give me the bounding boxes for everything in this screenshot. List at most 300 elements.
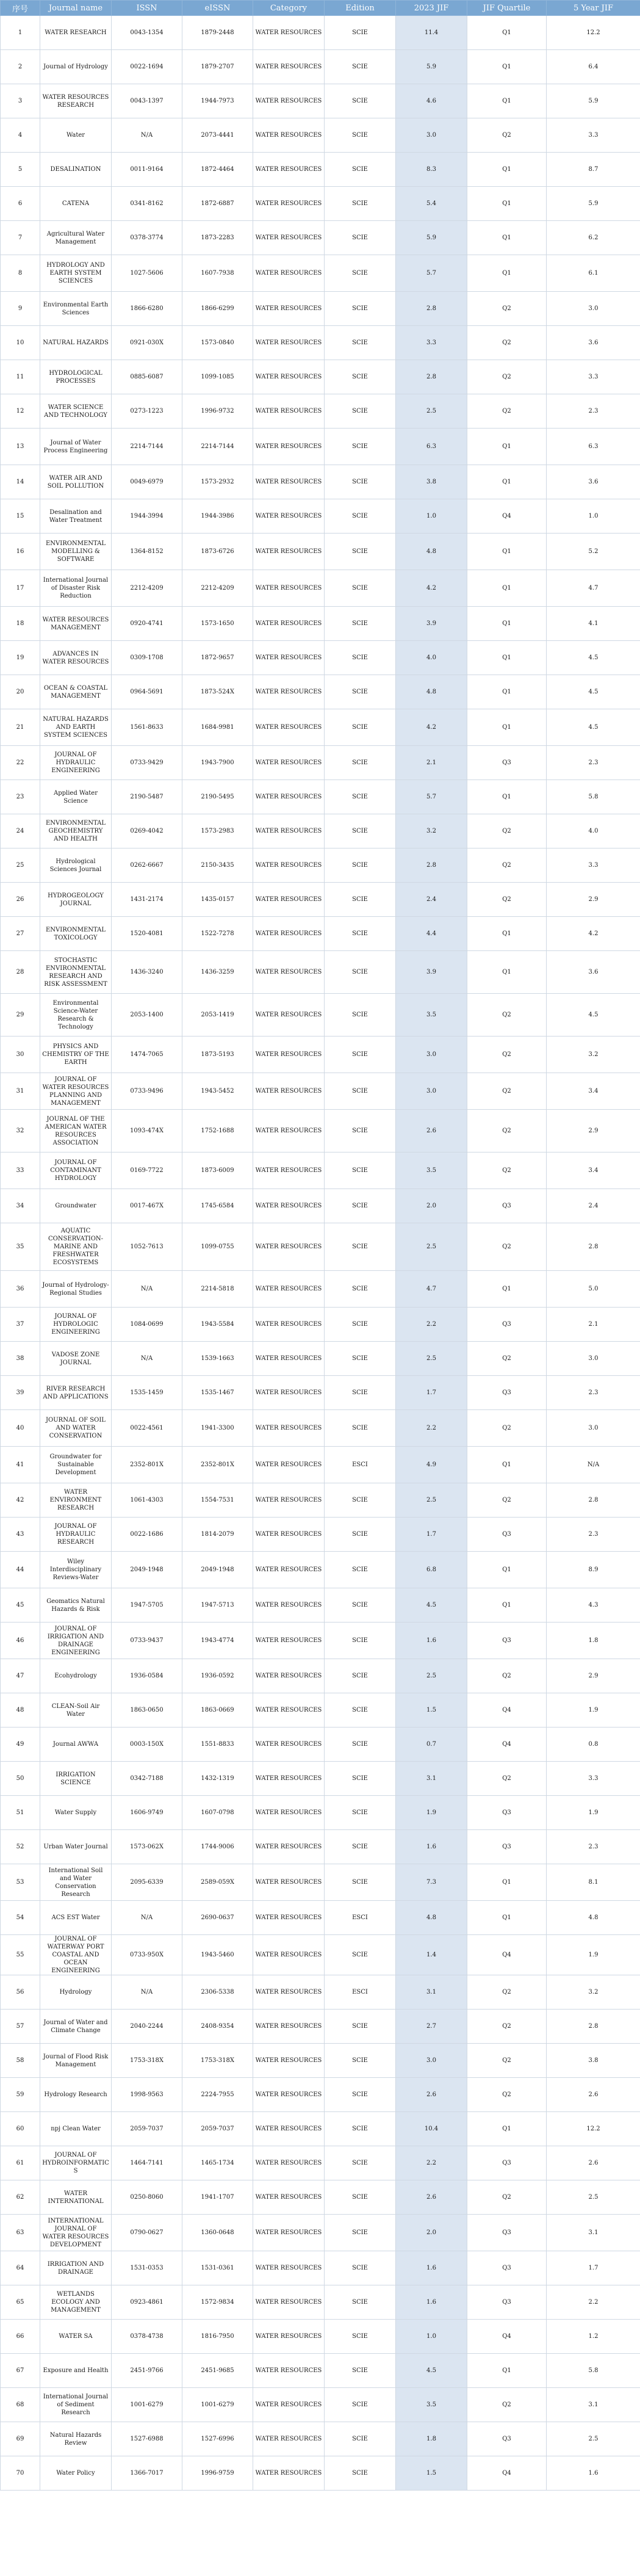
cell-journal-name: ACS EST Water [40, 1901, 112, 1935]
cell-category: WATER RESOURCES [253, 465, 325, 499]
table-row [1, 675, 640, 709]
cell-journal-name: PHYSICS AND CHEMISTRY OF THE EARTH [40, 1037, 112, 1073]
cell-issn: 0011-9164 [112, 153, 182, 187]
cell-jif: 1.6 [396, 2251, 467, 2285]
cell-journal-name: JOURNAL OF IRRIGATION AND DRAINAGE ENGINEERING [40, 1623, 112, 1659]
table-row [1, 2388, 640, 2422]
cell-seq: 65 [1, 2285, 40, 2320]
cell-eissn: 1943-5584 [182, 1308, 253, 1342]
cell-edition: SCIE [325, 1796, 396, 1830]
cell-jif: 2.5 [396, 1223, 467, 1271]
table-row [1, 2146, 640, 2180]
cell-quartile: Q4 [467, 1728, 547, 1762]
cell-edition: SCIE [325, 2180, 396, 2215]
cell-issn: 0269-4042 [112, 814, 182, 848]
cell-5year-jif: 3.4 [547, 1073, 640, 1110]
cell-edition: SCIE [325, 746, 396, 780]
cell-issn: 0169-7722 [112, 1152, 182, 1189]
cell-issn: 1527-6988 [112, 2422, 182, 2456]
cell-seq: 51 [1, 1796, 40, 1830]
cell-seq: 9 [1, 292, 40, 326]
cell-eissn: 2408-9354 [182, 2010, 253, 2044]
cell-eissn: 1684-9981 [182, 709, 253, 746]
cell-edition: SCIE [325, 1830, 396, 1864]
cell-seq: 45 [1, 1588, 40, 1623]
cell-5year-jif: 5.9 [547, 84, 640, 118]
cell-journal-name: HYDROLOGY AND EARTH SYSTEM SCIENCES [40, 255, 112, 292]
cell-seq: 58 [1, 2044, 40, 2078]
cell-jif: 2.8 [396, 848, 467, 883]
cell-issn: 0022-4561 [112, 1410, 182, 1447]
cell-seq: 35 [1, 1223, 40, 1271]
table-row [1, 2251, 640, 2285]
table-row [1, 1728, 640, 1762]
cell-category: WATER RESOURCES [253, 292, 325, 326]
cell-quartile: Q1 [467, 607, 547, 641]
cell-quartile: Q2 [467, 2180, 547, 2215]
cell-journal-name: Journal of Water and Climate Change [40, 2010, 112, 2044]
cell-5year-jif: 8.7 [547, 153, 640, 187]
cell-category: WATER RESOURCES [253, 1552, 325, 1588]
cell-quartile: Q1 [467, 1447, 547, 1483]
header-5year-jif: 5 Year JIF [547, 1, 640, 16]
cell-quartile: Q1 [467, 465, 547, 499]
cell-seq: 28 [1, 951, 40, 994]
cell-category: WATER RESOURCES [253, 1308, 325, 1342]
cell-issn: 2053-1400 [112, 994, 182, 1037]
cell-seq: 21 [1, 709, 40, 746]
cell-issn: 1084-0699 [112, 1308, 182, 1342]
header-jif: 2023 JIF [396, 1, 467, 16]
cell-seq: 22 [1, 746, 40, 780]
table-row [1, 255, 640, 292]
cell-quartile: Q1 [467, 570, 547, 607]
table-row [1, 1152, 640, 1189]
cell-issn: 1573-062X [112, 1830, 182, 1864]
cell-seq: 16 [1, 534, 40, 570]
cell-journal-name: JOURNAL OF HYDRAULIC RESEARCH [40, 1518, 112, 1552]
cell-5year-jif: 3.1 [547, 2215, 640, 2251]
cell-jif: 2.2 [396, 1410, 467, 1447]
cell-seq: 15 [1, 499, 40, 534]
cell-seq: 23 [1, 780, 40, 814]
cell-quartile: Q1 [467, 2112, 547, 2146]
cell-journal-name: Geomatics Natural Hazards & Risk [40, 1588, 112, 1623]
cell-issn: 1998-9563 [112, 2078, 182, 2112]
cell-eissn: 1539-1663 [182, 1342, 253, 1376]
cell-5year-jif: 5.9 [547, 187, 640, 221]
cell-issn: 1936-0584 [112, 1659, 182, 1693]
header-eissn: eISSN [182, 1, 253, 16]
cell-jif: 3.2 [396, 814, 467, 848]
cell-edition: SCIE [325, 1864, 396, 1901]
table-row [1, 1189, 640, 1223]
cell-quartile: Q3 [467, 1518, 547, 1552]
cell-jif: 4.5 [396, 1588, 467, 1623]
cell-edition: SCIE [325, 2285, 396, 2320]
table-row [1, 994, 640, 1037]
cell-issn: 0923-4861 [112, 2285, 182, 2320]
cell-category: WATER RESOURCES [253, 394, 325, 429]
cell-category: WATER RESOURCES [253, 255, 325, 292]
cell-quartile: Q3 [467, 2146, 547, 2180]
cell-quartile: Q1 [467, 675, 547, 709]
cell-category: WATER RESOURCES [253, 1376, 325, 1410]
cell-jif: 5.9 [396, 50, 467, 84]
cell-journal-name: STOCHASTIC ENVIRONMENTAL RESEARCH AND RISK ASSESSMENT [40, 951, 112, 994]
cell-journal-name: npj Clean Water [40, 2112, 112, 2146]
cell-quartile: Q2 [467, 2078, 547, 2112]
cell-edition: ESCI [325, 1447, 396, 1483]
cell-issn: 0043-1354 [112, 16, 182, 50]
cell-edition: SCIE [325, 1410, 396, 1447]
cell-edition: SCIE [325, 1376, 396, 1410]
cell-5year-jif: 2.3 [547, 1518, 640, 1552]
cell-quartile: Q1 [467, 2354, 547, 2388]
cell-journal-name: Environmental Earth Sciences [40, 292, 112, 326]
cell-5year-jif: 4.2 [547, 917, 640, 951]
cell-edition: SCIE [325, 187, 396, 221]
cell-seq: 1 [1, 16, 40, 50]
cell-eissn: 1607-7938 [182, 255, 253, 292]
cell-journal-name: Groundwater [40, 1189, 112, 1223]
cell-eissn: 1944-7973 [182, 84, 253, 118]
cell-journal-name: WATER SA [40, 2320, 112, 2354]
cell-jif: 4.2 [396, 570, 467, 607]
table-row [1, 848, 640, 883]
table-row [1, 326, 640, 360]
cell-issn: 1464-7141 [112, 2146, 182, 2180]
cell-seq: 4 [1, 118, 40, 153]
cell-category: WATER RESOURCES [253, 499, 325, 534]
cell-eissn: 1873-6726 [182, 534, 253, 570]
cell-issn: 2214-7144 [112, 429, 182, 465]
cell-category: WATER RESOURCES [253, 1588, 325, 1623]
cell-journal-name: OCEAN & COASTAL MANAGEMENT [40, 675, 112, 709]
cell-quartile: Q3 [467, 746, 547, 780]
cell-5year-jif: 1.7 [547, 2251, 640, 2285]
table-row [1, 709, 640, 746]
cell-eissn: 1873-524X [182, 675, 253, 709]
cell-journal-name: Agricultural Water Management [40, 221, 112, 255]
cell-jif: 4.5 [396, 2354, 467, 2388]
cell-seq: 47 [1, 1659, 40, 1693]
table-row [1, 2354, 640, 2388]
cell-category: WATER RESOURCES [253, 2078, 325, 2112]
cell-eissn: 1943-5452 [182, 1073, 253, 1110]
cell-jif: 2.6 [396, 2078, 467, 2112]
cell-seq: 68 [1, 2388, 40, 2422]
cell-seq: 57 [1, 2010, 40, 2044]
cell-issn: 1531-0353 [112, 2251, 182, 2285]
cell-jif: 2.5 [396, 394, 467, 429]
cell-5year-jif: 1.9 [547, 1693, 640, 1728]
cell-eissn: 1863-0669 [182, 1693, 253, 1728]
cell-quartile: Q1 [467, 917, 547, 951]
cell-5year-jif: 5.0 [547, 1271, 640, 1308]
cell-5year-jif: 4.3 [547, 1588, 640, 1623]
cell-eissn: 1573-2932 [182, 465, 253, 499]
cell-eissn: 1435-0157 [182, 883, 253, 917]
cell-5year-jif: 8.1 [547, 1864, 640, 1901]
cell-category: WATER RESOURCES [253, 951, 325, 994]
cell-category: WATER RESOURCES [253, 2180, 325, 2215]
cell-issn: N/A [112, 1901, 182, 1935]
cell-journal-name: WATER SCIENCE AND TECHNOLOGY [40, 394, 112, 429]
cell-edition: SCIE [325, 1518, 396, 1552]
table-row [1, 1308, 640, 1342]
cell-eissn: 2690-0637 [182, 1901, 253, 1935]
cell-issn: 0250-8060 [112, 2180, 182, 2215]
cell-journal-name: JOURNAL OF HYDROLOGIC ENGINEERING [40, 1308, 112, 1342]
cell-jif: 5.4 [396, 187, 467, 221]
cell-category: WATER RESOURCES [253, 118, 325, 153]
cell-journal-name: Hydrological Sciences Journal [40, 848, 112, 883]
cell-5year-jif: 2.5 [547, 2180, 640, 2215]
cell-quartile: Q2 [467, 2010, 547, 2044]
cell-eissn: 1535-1467 [182, 1376, 253, 1410]
cell-jif: 3.0 [396, 1073, 467, 1110]
cell-quartile: Q3 [467, 2422, 547, 2456]
cell-seq: 2 [1, 50, 40, 84]
cell-eissn: 1996-9732 [182, 394, 253, 429]
table-row [1, 394, 640, 429]
cell-journal-name: International Journal of Sediment Research [40, 2388, 112, 2422]
cell-journal-name: VADOSE ZONE JOURNAL [40, 1342, 112, 1376]
cell-seq: 53 [1, 1864, 40, 1901]
cell-seq: 39 [1, 1376, 40, 1410]
cell-category: WATER RESOURCES [253, 326, 325, 360]
cell-category: WATER RESOURCES [253, 1110, 325, 1152]
table-row [1, 2078, 640, 2112]
cell-5year-jif: 3.0 [547, 1342, 640, 1376]
cell-eissn: 1744-9006 [182, 1830, 253, 1864]
cell-edition: SCIE [325, 1728, 396, 1762]
cell-category: WATER RESOURCES [253, 2320, 325, 2354]
cell-quartile: Q1 [467, 709, 547, 746]
cell-eissn: 2224-7955 [182, 2078, 253, 2112]
cell-issn: 1027-5606 [112, 255, 182, 292]
cell-eissn: 1943-5460 [182, 1935, 253, 1975]
cell-eissn: 1866-6299 [182, 292, 253, 326]
cell-quartile: Q1 [467, 153, 547, 187]
cell-5year-jif: 3.3 [547, 848, 640, 883]
table-row [1, 1518, 640, 1552]
cell-edition: SCIE [325, 2251, 396, 2285]
cell-5year-jif: 2.8 [547, 1483, 640, 1518]
cell-edition: SCIE [325, 951, 396, 994]
table-row [1, 1271, 640, 1308]
table-row [1, 1073, 640, 1110]
cell-5year-jif: 1.9 [547, 1796, 640, 1830]
cell-5year-jif: 4.5 [547, 709, 640, 746]
cell-seq: 52 [1, 1830, 40, 1864]
cell-category: WATER RESOURCES [253, 2354, 325, 2388]
table-row [1, 814, 640, 848]
cell-jif: 2.8 [396, 292, 467, 326]
cell-jif: 3.5 [396, 2388, 467, 2422]
table-row [1, 883, 640, 917]
cell-category: WATER RESOURCES [253, 1518, 325, 1552]
table-row [1, 16, 640, 50]
cell-5year-jif: 6.4 [547, 50, 640, 84]
cell-issn: 2212-4209 [112, 570, 182, 607]
header-journal-name: Journal name [40, 1, 112, 16]
table-body [1, 16, 640, 2491]
cell-category: WATER RESOURCES [253, 1901, 325, 1935]
cell-journal-name: JOURNAL OF WATERWAY PORT COASTAL AND OCEAN ENGINEERING [40, 1935, 112, 1975]
cell-issn: 1535-1459 [112, 1376, 182, 1410]
cell-quartile: Q3 [467, 1308, 547, 1342]
cell-journal-name: Wiley Interdisciplinary Reviews-Water [40, 1552, 112, 1588]
table-row [1, 2112, 640, 2146]
cell-category: WATER RESOURCES [253, 534, 325, 570]
cell-category: WATER RESOURCES [253, 2285, 325, 2320]
cell-category: WATER RESOURCES [253, 1796, 325, 1830]
cell-5year-jif: 2.8 [547, 1223, 640, 1271]
cell-jif: 3.0 [396, 118, 467, 153]
cell-category: WATER RESOURCES [253, 187, 325, 221]
cell-journal-name: IRRIGATION SCIENCE [40, 1762, 112, 1796]
cell-eissn: 1436-3259 [182, 951, 253, 994]
cell-edition: SCIE [325, 1152, 396, 1189]
cell-issn: 1474-7065 [112, 1037, 182, 1073]
cell-journal-name: JOURNAL OF THE AMERICAN WATER RESOURCES ASSOCIATION [40, 1110, 112, 1152]
cell-eissn: 2073-4441 [182, 118, 253, 153]
cell-eissn: 1879-2448 [182, 16, 253, 50]
cell-eissn: 1573-2983 [182, 814, 253, 848]
cell-category: WATER RESOURCES [253, 1864, 325, 1901]
cell-5year-jif: 1.8 [547, 1623, 640, 1659]
cell-jif: 1.7 [396, 1518, 467, 1552]
cell-journal-name: Journal of Hydrology [40, 50, 112, 84]
cell-quartile: Q2 [467, 2044, 547, 2078]
cell-category: WATER RESOURCES [253, 50, 325, 84]
cell-edition: SCIE [325, 534, 396, 570]
cell-journal-name: INTERNATIONAL JOURNAL OF WATER RESOURCES DEVELOPMENT [40, 2215, 112, 2251]
cell-category: WATER RESOURCES [253, 1410, 325, 1447]
cell-jif: 3.5 [396, 994, 467, 1037]
table-row [1, 360, 640, 394]
cell-journal-name: ENVIRONMENTAL MODELLING & SOFTWARE [40, 534, 112, 570]
cell-seq: 48 [1, 1693, 40, 1728]
cell-quartile: Q2 [467, 1975, 547, 2010]
cell-eissn: 2053-1419 [182, 994, 253, 1037]
cell-seq: 64 [1, 2251, 40, 2285]
cell-issn: 0022-1686 [112, 1518, 182, 1552]
cell-issn: 0017-467X [112, 1189, 182, 1223]
table-row [1, 1901, 640, 1935]
cell-seq: 26 [1, 883, 40, 917]
cell-seq: 20 [1, 675, 40, 709]
table-row [1, 2215, 640, 2251]
cell-seq: 11 [1, 360, 40, 394]
cell-5year-jif: 3.3 [547, 1762, 640, 1796]
cell-edition: SCIE [325, 394, 396, 429]
cell-category: WATER RESOURCES [253, 607, 325, 641]
cell-quartile: Q2 [467, 1110, 547, 1152]
cell-jif: 1.0 [396, 499, 467, 534]
cell-quartile: Q2 [467, 326, 547, 360]
cell-quartile: Q1 [467, 1552, 547, 1588]
cell-journal-name: Ecohydrology [40, 1659, 112, 1693]
cell-journal-name: WATER RESOURCES MANAGEMENT [40, 607, 112, 641]
table-row [1, 1037, 640, 1073]
cell-eissn: 1360-0648 [182, 2215, 253, 2251]
table-row [1, 1376, 640, 1410]
cell-quartile: Q1 [467, 1271, 547, 1308]
cell-5year-jif: 2.4 [547, 1189, 640, 1223]
cell-quartile: Q2 [467, 360, 547, 394]
cell-eissn: 1936-0592 [182, 1659, 253, 1693]
cell-eissn: 2049-1948 [182, 1552, 253, 1588]
table-row [1, 1342, 640, 1376]
cell-seq: 70 [1, 2456, 40, 2491]
cell-category: WATER RESOURCES [253, 2456, 325, 2491]
cell-quartile: Q3 [467, 2251, 547, 2285]
cell-seq: 61 [1, 2146, 40, 2180]
cell-journal-name: DESALINATION [40, 153, 112, 187]
cell-journal-name: Groundwater for Sustainable Development [40, 1447, 112, 1483]
cell-quartile: Q2 [467, 118, 547, 153]
cell-issn: N/A [112, 1342, 182, 1376]
cell-jif: 2.5 [396, 1483, 467, 1518]
cell-eissn: 1522-7278 [182, 917, 253, 951]
cell-eissn: 2150-3435 [182, 848, 253, 883]
cell-issn: 2190-5487 [112, 780, 182, 814]
cell-jif: 2.4 [396, 883, 467, 917]
cell-journal-name: NATURAL HAZARDS [40, 326, 112, 360]
cell-issn: 0049-6979 [112, 465, 182, 499]
cell-5year-jif: 3.3 [547, 360, 640, 394]
cell-eissn: 1873-2283 [182, 221, 253, 255]
cell-edition: SCIE [325, 1308, 396, 1342]
cell-5year-jif: 5.2 [547, 534, 640, 570]
cell-eissn: 2214-7144 [182, 429, 253, 465]
cell-seq: 60 [1, 2112, 40, 2146]
cell-eissn: 1941-3300 [182, 1410, 253, 1447]
cell-edition: SCIE [325, 360, 396, 394]
cell-issn: 0022-1694 [112, 50, 182, 84]
cell-eissn: 1879-2707 [182, 50, 253, 84]
cell-5year-jif: 8.9 [547, 1552, 640, 1588]
cell-quartile: Q1 [467, 641, 547, 675]
cell-eissn: 1001-6279 [182, 2388, 253, 2422]
cell-5year-jif: 5.8 [547, 780, 640, 814]
cell-issn: 1364-8152 [112, 534, 182, 570]
cell-edition: SCIE [325, 292, 396, 326]
cell-quartile: Q2 [467, 292, 547, 326]
cell-edition: SCIE [325, 2112, 396, 2146]
table-row [1, 1659, 640, 1693]
cell-quartile: Q1 [467, 780, 547, 814]
cell-5year-jif: 2.3 [547, 1830, 640, 1864]
cell-category: WATER RESOURCES [253, 675, 325, 709]
header-row [1, 1, 640, 16]
cell-jif: 4.9 [396, 1447, 467, 1483]
cell-quartile: Q3 [467, 1376, 547, 1410]
table-row [1, 1623, 640, 1659]
cell-jif: 2.2 [396, 1308, 467, 1342]
cell-5year-jif: 4.8 [547, 1901, 640, 1935]
cell-journal-name: Hydrology [40, 1975, 112, 2010]
table-row [1, 607, 640, 641]
cell-edition: SCIE [325, 1189, 396, 1223]
cell-journal-name: HYDROGEOLOGY JOURNAL [40, 883, 112, 917]
cell-quartile: Q2 [467, 394, 547, 429]
cell-seq: 38 [1, 1342, 40, 1376]
cell-jif: 3.3 [396, 326, 467, 360]
